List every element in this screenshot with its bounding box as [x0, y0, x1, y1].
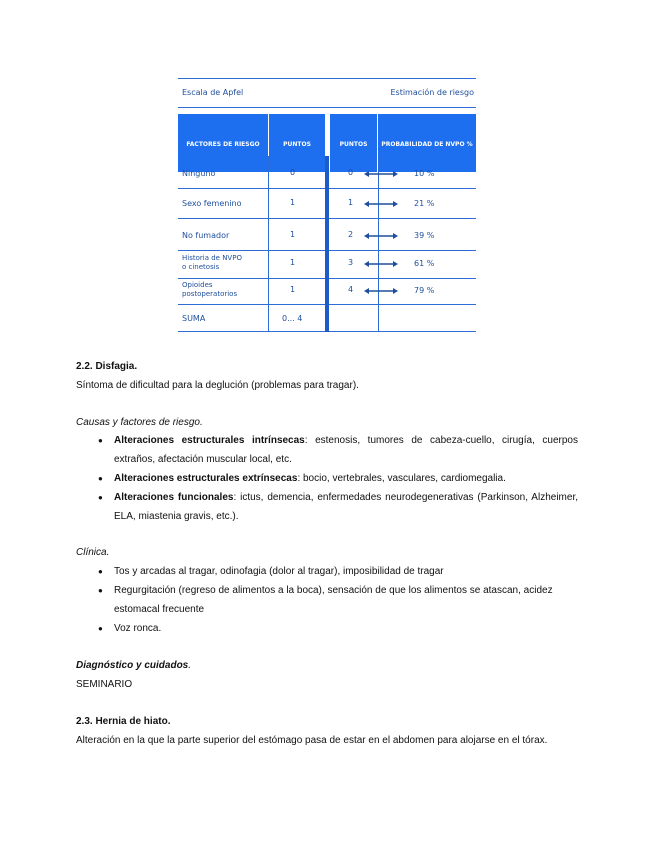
- puntos-right-cell: 2: [348, 230, 354, 239]
- puntos-right-cell: 0: [348, 168, 354, 177]
- double-arrow-icon: [364, 288, 398, 294]
- list-item: ● Alteraciones estructurales extrínsecas: bocio, vertebrales, vasculares, cardiomegalia.: [76, 469, 578, 488]
- header-puntos-right: PUNTOS: [330, 114, 377, 172]
- col-line: [268, 156, 269, 332]
- factor-cell: Opioides postoperatorios: [182, 281, 238, 298]
- clinica-list: [76, 562, 578, 638]
- suma-label: SUMA: [182, 314, 206, 323]
- probabilidad-cell: 79 %: [414, 286, 435, 295]
- puntos-cell: 1: [290, 198, 296, 207]
- puntos-cell: 0: [290, 168, 296, 177]
- diagnostico-text: SEMINARIO: [76, 679, 133, 690]
- probabilidad-cell: 39 %: [414, 231, 435, 240]
- puntos-right-cell: 3: [348, 258, 354, 267]
- divider-thick: [325, 156, 329, 332]
- factor-cell: Ninguno: [182, 169, 216, 178]
- figure-title-right: Estimación de riesgo: [390, 88, 474, 97]
- probabilidad-cell: 10 %: [414, 169, 435, 178]
- puntos-cell: 1: [290, 230, 296, 239]
- puntos-cell: 1: [290, 258, 296, 267]
- double-arrow-icon: [364, 233, 398, 239]
- diagnostico-title: Diagnóstico y cuidados.: [76, 660, 192, 671]
- list-item: ● Alteraciones funcionales: ictus, demencia, enfermedades neurodegenerativas (Parkinson, Alzheimer, ELA, miastenia gravis, etc.).: [76, 488, 578, 526]
- clinica-title: Clínica.: [76, 547, 110, 558]
- list-item: ● Tos y arcadas al tragar, odinofagia (dolor al tragar), imposibilidad de tragar: [76, 562, 578, 581]
- list-item: ● Regurgitación (regreso de alimentos a la boca), sensación de que los alimentos se atascan, acidez estomacal frecuente: [76, 581, 578, 619]
- apfel-figure: [178, 78, 476, 332]
- factor-cell: No fumador: [182, 231, 230, 240]
- col-line: [378, 156, 379, 332]
- section-heading-disfagia: 2.2. Disfagia.: [76, 361, 138, 372]
- puntos-cell: 1: [290, 285, 296, 294]
- double-arrow-icon: [364, 261, 398, 267]
- figure-title-left: Escala de Apfel: [182, 88, 244, 97]
- double-arrow-icon: [364, 201, 398, 207]
- list-item: ● Alteraciones estructurales intrínsecas: estenosis, tumores de cabeza-cuello, cirugía, cuerpos extraños, afectación muscular local, etc.: [76, 431, 578, 469]
- figure-title-row: [178, 78, 476, 108]
- causas-list: [76, 431, 578, 526]
- causas-title: Causas y factores de riesgo.: [76, 417, 203, 428]
- header-puntos: PUNTOS: [269, 114, 325, 172]
- factor-cell: Historia de NVPO o cinetosis: [182, 254, 242, 271]
- suma-value: 0... 4: [282, 314, 303, 323]
- section-heading-hernia: 2.3. Hernia de hiato.: [76, 716, 171, 727]
- list-item: ● Voz ronca.: [76, 619, 578, 638]
- double-arrow-icon: [364, 171, 398, 177]
- header-probabilidad: PROBABILIDAD DE NVPO %: [378, 114, 476, 172]
- header-factores: FACTORES DE RIESGO: [178, 114, 268, 172]
- probabilidad-cell: 61 %: [414, 259, 435, 268]
- puntos-right-cell: 1: [348, 198, 354, 207]
- factor-cell: Sexo femenino: [182, 199, 242, 208]
- probabilidad-cell: 21 %: [414, 199, 435, 208]
- disfagia-intro: Síntoma de dificultad para la deglución (problemas para tragar).: [76, 380, 359, 391]
- puntos-right-cell: 4: [348, 285, 354, 294]
- hernia-text: Alteración en la que la parte superior del estómago pasa de estar en el abdomen para alojarse en el tórax.: [76, 735, 548, 746]
